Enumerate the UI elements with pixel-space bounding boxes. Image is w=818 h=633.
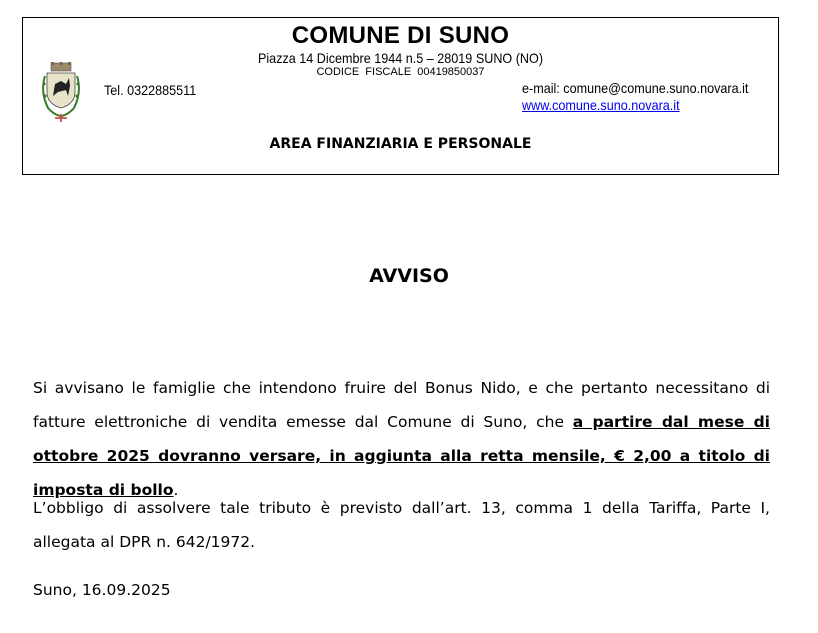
notice-paragraph-1 xyxy=(33,371,770,507)
municipality-title: COMUNE DI SUNO xyxy=(291,22,510,49)
paragraph-1-end: . xyxy=(173,481,179,499)
paragraph-1-highlight: a partire dal mese di ottobre 2025 dovranno versare, in aggiunta alla retta mensile, € 2,00 a titolo di imposta di bollo xyxy=(33,413,770,499)
letterhead xyxy=(22,17,779,175)
phone-number: Tel. 0322885511 xyxy=(104,82,197,98)
paragraph-1-text: Si avvisano le famiglie che intendono fruire del Bonus Nido, e che pertanto necessitano di fatture elettroniche di vendita emesse dal Comune di Suno, che xyxy=(33,379,770,431)
department-name: AREA FINANZIARIA E PERSONALE xyxy=(269,136,532,152)
notice-paragraph-2: L’obbligo di assolvere tale tributo è previsto dall’art. 13, comma 1 della Tariffa, Parte I, allegata al DPR n. 642/1972. xyxy=(33,499,770,551)
municipality-address: Piazza 14 Dicembre 1944 n.5 – 28019 SUNO (NO) xyxy=(257,50,544,66)
tax-code-value: 00419850037 xyxy=(417,66,485,78)
website-link[interactable]: www.comune.suno.novara.it xyxy=(522,97,680,113)
tax-code-label: CODICE FISCALE xyxy=(316,66,412,78)
place-and-date: Suno, 16.09.2025 xyxy=(33,581,171,599)
email-address: e-mail: comune@comune.suno.novara.it xyxy=(522,80,749,96)
contact-block xyxy=(522,80,748,114)
notice-title: AVVISO xyxy=(369,265,449,287)
tax-code-line xyxy=(23,66,778,78)
municipal-coat-of-arms-icon xyxy=(39,62,83,124)
